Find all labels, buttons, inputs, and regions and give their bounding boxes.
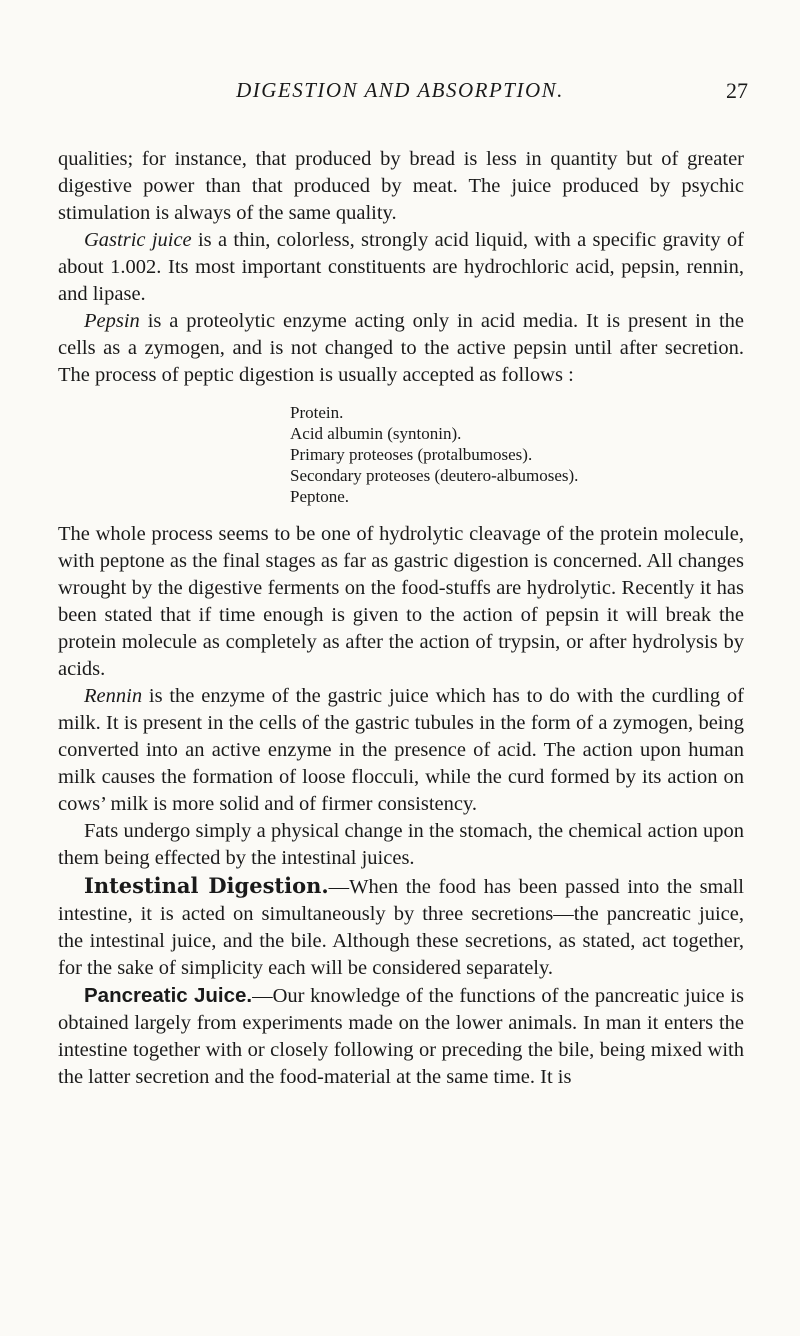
list-item: Secondary proteoses (deutero-albumoses). [290, 466, 579, 485]
paragraph-text: —When the food has been passed into the small intestine, it is acted on simultaneously by three secretions—the pancreatic juice, the intestinal juice, and the bile. Although these secretions, as stated, act together, for the sake of simplicity each will be considered separately. [58, 876, 744, 979]
paragraph-text: qualities; for instance, that produced by bread is less in quantity but of greater digestive power than that produced by meat. The juice produced by psychic stimulation is always of the same quality. [58, 148, 744, 224]
paragraph-text: is a proteolytic enzyme acting only in acid media. It is present in the cells as a zymogen, and is not changed to the active pepsin until after secretion. The process of peptic digestion is usually accepted as follows : [58, 310, 744, 386]
paragraph-hydrolysis [58, 521, 744, 683]
page-number: 27 [726, 78, 748, 103]
list-item: Primary proteoses (protalbumoses). [290, 445, 533, 464]
paragraph-intestinal-digestion [58, 872, 744, 982]
paragraph-text: The whole process seems to be one of hydrolytic cleavage of the protein molecule, with peptone as the final stages as far as gastric digestion is concerned. All changes wrought by the digestive ferments on the food-stuffs are hydrolytic. Recently it has been stated that if time enough is given to the action of pepsin it will break the protein molecule as completely as after the action of trypsin, or after hydrolysis by acids. [58, 523, 744, 680]
running-title: DIGESTION AND ABSORPTION. [236, 78, 564, 102]
body-text [58, 146, 744, 1091]
paragraph-gastric-juice [58, 227, 744, 308]
paragraph-pepsin [58, 308, 744, 389]
term-pepsin: Pepsin [84, 310, 140, 332]
peptic-digestion-steps [290, 402, 744, 507]
paragraph-text: Fats undergo simply a physical change in the stomach, the chemical action upon them being effected by the intestinal juices. [58, 820, 744, 869]
paragraph-fats [58, 818, 744, 872]
list-item: Acid albumin (syntonin). [290, 424, 462, 443]
list-item: Peptone. [290, 487, 350, 506]
section-heading-pancreatic-juice: Pancreatic Juice. [84, 984, 253, 1007]
paragraph-text: is a thin, colorless, strongly acid liquid, with a specific gravity of about 1.002. Its most important constituents are hydrochloric acid, pepsin, rennin, and lipase. [58, 229, 745, 305]
paragraph-pancreatic-juice [58, 982, 744, 1091]
list-item: Protein. [290, 403, 344, 422]
term-gastric-juice: Gastric juice [84, 229, 192, 251]
section-heading-intestinal-digestion: Intestinal Digestion. [84, 873, 329, 898]
paragraph-text: —Our knowledge of the functions of the pancreatic juice is obtained largely from experiments made on the lower animals. In man it enters the intestine together with or closely following or preceding the bile, being mixed with the latter secretion and the food-material at the same time. It is [58, 985, 744, 1088]
running-header [52, 78, 748, 108]
paragraph-continuation [58, 146, 744, 227]
paragraph-rennin [58, 683, 744, 818]
paragraph-text: is the enzyme of the gastric juice which has to do with the curdling of milk. It is present in the cells of the gastric tubules in the form of a zymogen, being converted into an active enzyme in the presence of acid. The action upon human milk causes the formation of loose flocculi, while the curd formed by its action on cows’ milk is more solid and of firmer consistency. [58, 685, 744, 815]
term-rennin: Rennin [84, 685, 143, 707]
